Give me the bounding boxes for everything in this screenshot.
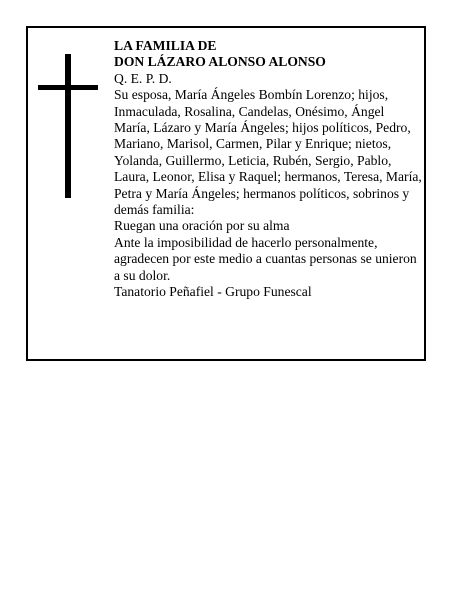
thanks-text: Ante la imposibilidad de hacerlo personalmente, agradecen por este medio a cuantas personas se unieron a su dolor. [114, 234, 417, 283]
family-heading: LA FAMILIA DE [114, 38, 217, 53]
obituary-notice [26, 26, 426, 361]
funeral-home-text: Tanatorio Peñafiel - Grupo Funescal [114, 284, 312, 300]
prayer-request-text: Ruegan una oración por su alma [114, 218, 290, 234]
cross-icon [38, 54, 98, 200]
deceased-name: DON LÁZARO ALONSO ALONSO [114, 54, 326, 70]
cross-vertical-bar [65, 54, 71, 198]
cross-horizontal-bar [38, 85, 98, 90]
rip-text: Q. E. P. D. [114, 70, 172, 86]
family-members-text: Su esposa, María Ángeles Bombín Lorenzo; hijos, Inmaculada, Rosalina, Candelas, Onésimo, Ángel María, Lázaro y María Ángeles; hijos políticos, Pedro, Mariano, Marisol, Carmen, Pilar y Enrique; nietos, Yolanda, Guillermo, Leticia, Rubén, Sergio, Pablo, Laura, Leonor, Elisa y Raquel; hermanos, Teresa, María, Petra y María Ángeles; hermanos políticos, sobrinos y demás familia: [114, 87, 422, 218]
notice-text [114, 38, 422, 301]
